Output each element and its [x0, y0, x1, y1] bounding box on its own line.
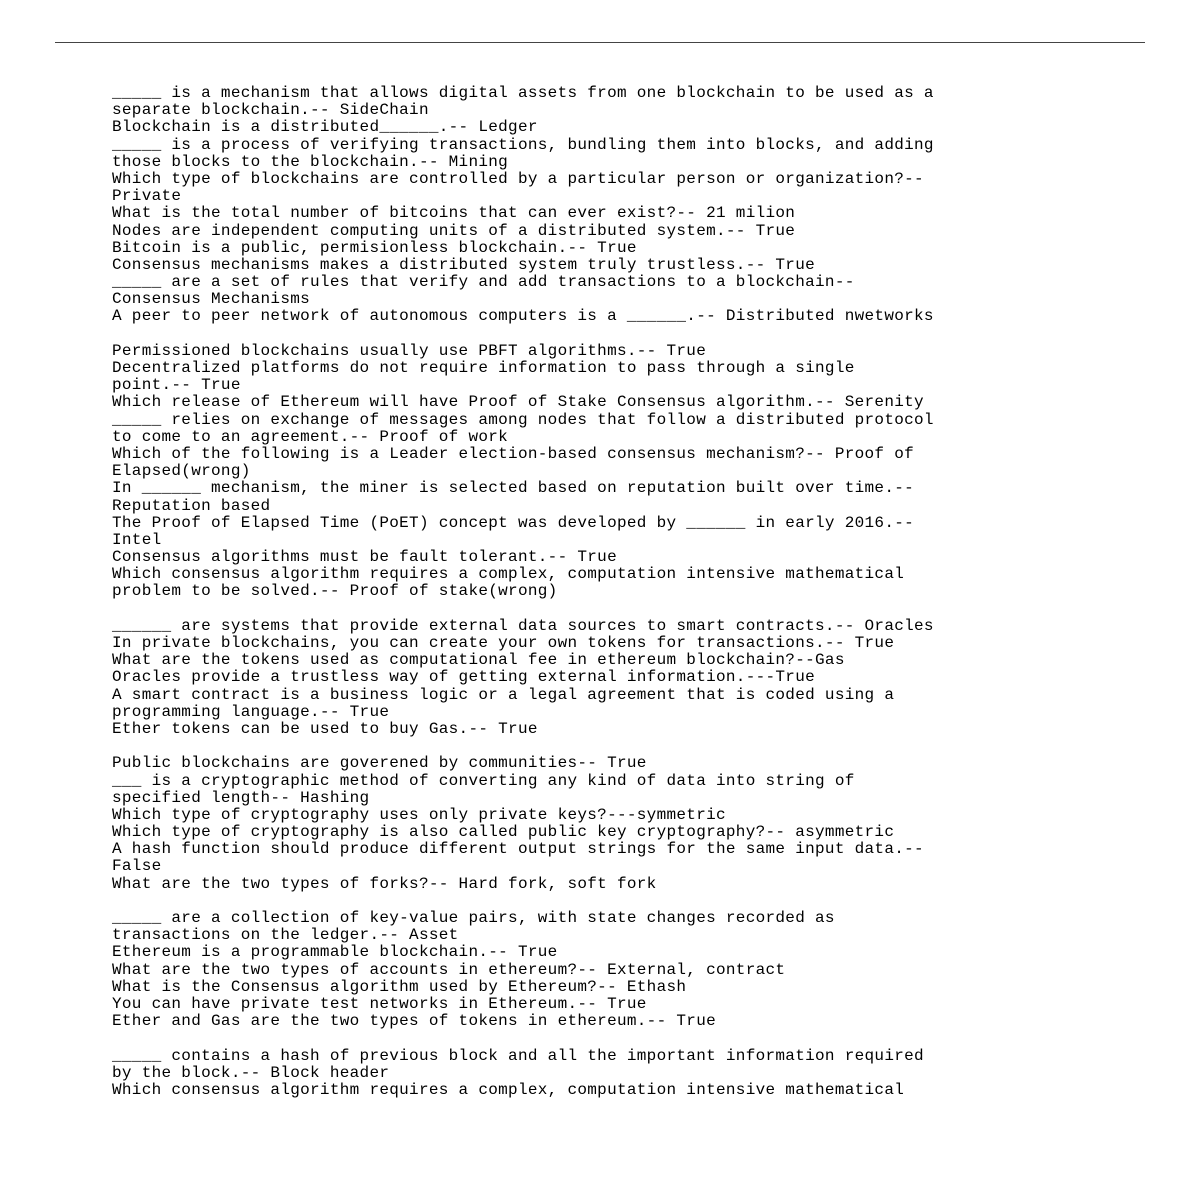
text-line: _____ contains a hash of previous block and all the important information required: [112, 1046, 924, 1065]
text-line: What are the two types of accounts in ethereum?-- External, contract: [112, 960, 786, 979]
text-line: _____ are a collection of key-value pairs, with state changes recorded as: [112, 909, 835, 927]
text-line: point.-- True: [112, 376, 241, 395]
text-line: [112, 326, 1112, 343]
text-line: What is the total number of bitcoins that can ever exist?-- 21 milion: [112, 204, 796, 223]
text-line: Ether tokens can be used to buy Gas.-- True: [112, 719, 538, 738]
text-line: In ______ mechanism, the miner is selected based on reputation built over time.--: [112, 479, 915, 498]
text-line: Which consensus algorithm requires a complex, computation intensive mathematical: [112, 565, 905, 584]
text-line: Consensus mechanisms makes a distributed system truly trustless.-- True: [112, 255, 816, 274]
text-line: transactions on the ledger.-- Asset: [112, 926, 459, 945]
text-line: A smart contract is a business logic or a legal agreement that is coded using a: [112, 685, 895, 704]
text-line: those blocks to the blockchain.-- Mining: [112, 152, 509, 171]
text-line: Private: [112, 187, 182, 206]
text-line: problem to be solved.-- Proof of stake(wrong): [112, 582, 558, 601]
text-line: ___ is a cryptographic method of converting any kind of data into string of: [112, 771, 855, 790]
text-line: [112, 893, 1112, 910]
text-line: Blockchain is a distributed______.-- Ledger: [112, 118, 538, 137]
text-line: Ethereum is a programmable blockchain.-- True: [112, 943, 558, 962]
text-line: Consensus Mechanisms: [112, 290, 311, 309]
text-line: Intel: [112, 530, 162, 549]
text-line: Which type of cryptography is also called public key cryptography?-- asymmetric: [112, 823, 895, 842]
text-line: Consensus algorithms must be fault tolerant.-- True: [112, 548, 617, 567]
text-line: A hash function should produce different output strings for the same input data.--: [112, 840, 924, 859]
header-divider: [55, 42, 1145, 43]
text-line: Which release of Ethereum will have Proof of Stake Consensus algorithm.-- Serenity: [112, 393, 924, 412]
text-line: to come to an agreement.-- Proof of work: [112, 427, 509, 446]
text-line: specified length-- Hashing: [112, 788, 370, 807]
text-line: Decentralized platforms do not require information to pass through a single: [112, 359, 855, 377]
text-line: Which type of cryptography uses only private keys?---symmetric: [112, 805, 726, 824]
text-line: Which of the following is a Leader election-based consensus mechanism?-- Proof of: [112, 444, 915, 463]
text-line: Bitcoin is a public, permisionless blockchain.-- True: [112, 238, 637, 257]
text-line: The Proof of Elapsed Time (PoET) concept was developed by ______ in early 2016.--: [112, 513, 915, 532]
text-line: Nodes are independent computing units of a distributed system.-- True: [112, 221, 796, 240]
text-line: programming language.-- True: [112, 702, 390, 721]
text-line: Reputation based: [112, 496, 271, 515]
text-line: _____ relies on exchange of messages among nodes that follow a distributed protocol: [112, 410, 934, 429]
text-line: [112, 601, 1112, 618]
text-line: Which type of blockchains are controlled by a particular person or organization?--: [112, 169, 924, 188]
text-line: False: [112, 857, 162, 876]
text-line: Public blockchains are goverened by communities-- True: [112, 754, 647, 773]
text-line: What is the Consensus algorithm used by Ethereum?-- Ethash: [112, 977, 687, 996]
text-line: _____ is a process of verifying transactions, bundling them into blocks, and adding: [112, 135, 934, 154]
text-line: Ether and Gas are the two types of tokens in ethereum.-- True: [112, 1012, 716, 1031]
document-body: [112, 85, 1112, 1099]
text-line: _____ are a set of rules that verify and add transactions to a blockchain--: [112, 273, 855, 292]
text-line: Oracles provide a trustless way of getting external information.---True: [112, 668, 816, 687]
text-line: by the block.-- Block header: [112, 1063, 390, 1082]
text-line: _____ is a mechanism that allows digital assets from one blockchain to be used as a: [112, 84, 934, 102]
text-line: What are the tokens used as computational fee in ethereum blockchain?--Gas: [112, 651, 845, 670]
text-line: What are the two types of forks?-- Hard fork, soft fork: [112, 874, 657, 893]
text-line: [112, 738, 1112, 755]
text-line: ______ are systems that provide external data sources to smart contracts.-- Oracles: [112, 616, 934, 635]
text-line: You can have private test networks in Ethereum.-- True: [112, 994, 647, 1013]
text-line: [112, 1030, 1112, 1047]
text-line: Permissioned blockchains usually use PBFT algorithms.-- True: [112, 341, 707, 360]
text-line: separate blockchain.-- SideChain: [112, 101, 429, 120]
text-line: Which consensus algorithm requires a complex, computation intensive mathematical: [112, 1080, 905, 1099]
text-line: A peer to peer network of autonomous computers is a ______.-- Distributed nwetworks: [112, 307, 934, 326]
text-line: In private blockchains, you can create your own tokens for transactions.-- True: [112, 634, 895, 652]
text-line: Elapsed(wrong): [112, 462, 251, 481]
